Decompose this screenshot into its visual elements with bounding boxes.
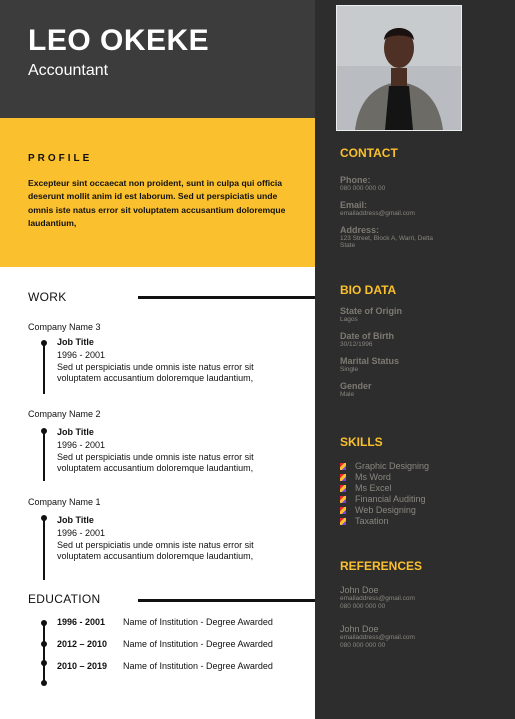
person-name: LEO OKEKE — [28, 24, 210, 57]
work-description: Sed ut perspiciatis unde omnis iste natus error sit voluptatem accusantium doloremque laudantium, — [57, 362, 254, 383]
bio-label: Marital Status — [340, 356, 400, 366]
education-years: 2012 – 2010 — [57, 639, 108, 649]
skill-item: Taxation — [340, 516, 389, 526]
reference-name: John Doe — [340, 624, 379, 634]
reference-name: John Doe — [340, 585, 379, 595]
work-job-title: Job Title — [57, 427, 94, 437]
skills-title: SKILLS — [340, 435, 383, 449]
person-job-title: Accountant — [28, 62, 109, 79]
reference-phone: 080 000 000 00 — [340, 603, 386, 610]
work-company: Company Name 3 — [28, 322, 101, 332]
work-timeline-dot — [41, 428, 47, 434]
work-description: Sed ut perspiciatis unde omnis iste natus error sit voluptatem accusantium doloremque laudantium, — [57, 540, 254, 561]
work-timeline-line — [43, 518, 45, 580]
education-timeline-dot — [41, 641, 47, 647]
work-dates: 1996 - 2001 — [57, 528, 106, 538]
reference-email: emailaddress@gmail.com — [340, 595, 415, 602]
profile-text: Excepteur sint occaecat non proident, sunt in culpa qui officia deserunt mollit anim id est laborum. Sed ut perspiciatis unde omnis iste natus error sit voluptatem accusantium doloremque laudantium, — [28, 178, 286, 229]
bio-title: BIO DATA — [340, 283, 397, 297]
work-timeline-line — [43, 344, 45, 394]
resume-header — [0, 0, 315, 118]
work-dates: 1996 - 2001 — [57, 440, 106, 450]
education-timeline-dot — [41, 680, 47, 686]
profile-section — [0, 118, 315, 267]
contact-phone-value: 080 000 000 00 — [340, 185, 386, 192]
profile-photo — [336, 5, 462, 131]
education-timeline-line — [43, 624, 45, 682]
skill-bullet-icon — [340, 496, 346, 503]
contact-email-value: emailaddress@gmail.com — [340, 210, 415, 217]
work-timeline-line — [43, 431, 45, 481]
work-timeline-dot — [41, 515, 47, 521]
skill-item: Graphic Designing — [340, 461, 429, 471]
education-timeline-dot — [41, 660, 47, 666]
education-institution: Name of Institution - Degree Awarded — [123, 661, 273, 671]
skill-bullet-icon — [340, 463, 346, 470]
skill-item: Ms Word — [340, 472, 391, 482]
work-timeline-dot — [41, 340, 47, 346]
work-job-title: Job Title — [57, 337, 94, 347]
work-description: Sed ut perspiciatis unde omnis iste natus error sit voluptatem accusantium doloremque laudantium, — [57, 452, 254, 473]
contact-title: CONTACT — [340, 146, 398, 160]
bio-value: Lagos — [340, 316, 358, 323]
skill-item: Financial Auditing — [340, 494, 426, 504]
work-company: Company Name 2 — [28, 409, 101, 419]
reference-phone: 080 000 000 00 — [340, 642, 386, 649]
skill-bullet-icon — [340, 474, 346, 481]
skill-bullet-icon — [340, 485, 346, 492]
skill-item: Web Designing — [340, 505, 416, 515]
education-institution: Name of Institution - Degree Awarded — [123, 639, 273, 649]
education-years: 1996 - 2001 — [57, 617, 106, 627]
bio-label: Gender — [340, 381, 372, 391]
contact-email-label: Email: — [340, 200, 368, 210]
education-institution: Name of Institution - Degree Awarded — [123, 617, 273, 627]
person-photo-icon — [337, 6, 461, 130]
education-timeline-dot — [41, 620, 47, 626]
education-years: 2010 – 2019 — [57, 661, 108, 671]
skill-bullet-icon — [340, 507, 346, 514]
contact-phone-label: Phone: — [340, 175, 371, 185]
contact-address-value: 123 Street, Block A, Warri, Delta State — [340, 235, 433, 249]
work-dates: 1996 - 2001 — [57, 350, 106, 360]
skill-bullet-icon — [340, 518, 346, 525]
education-title: EDUCATION — [28, 592, 101, 606]
work-title: WORK — [28, 290, 67, 304]
references-title: REFERENCES — [340, 559, 423, 573]
bio-value: Single — [340, 366, 359, 373]
work-company: Company Name 1 — [28, 497, 101, 507]
contact-address-label: Address: — [340, 225, 380, 235]
skill-item: Ms Excel — [340, 483, 392, 493]
reference-email: emailaddress@gmail.com — [340, 634, 415, 641]
bio-label: Date of Birth — [340, 331, 394, 341]
bio-value: Male — [340, 391, 355, 398]
profile-title: PROFILE — [28, 153, 93, 164]
work-job-title: Job Title — [57, 515, 94, 525]
bio-value: 30/12/1996 — [340, 341, 373, 348]
bio-label: State of Origin — [340, 306, 403, 316]
